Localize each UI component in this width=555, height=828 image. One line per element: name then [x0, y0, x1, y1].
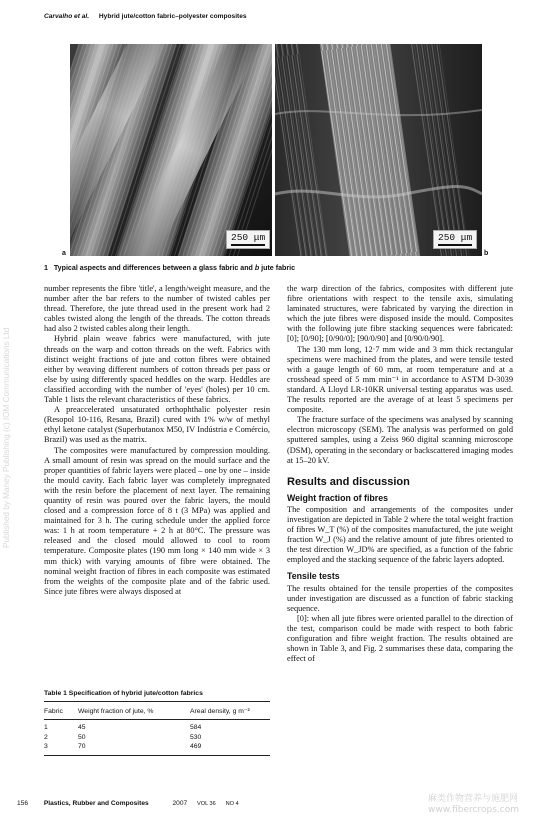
figure-panel-b: [275, 44, 482, 256]
table-cell: 70: [78, 743, 190, 756]
scalebar-b: [433, 230, 477, 249]
journal-issue: NO 4: [225, 801, 239, 807]
paragraph: The composition and arrangements of the composites under investigation are depicted in Table 2 where the total weight fraction of fibres W_T (%) of the composites manufactured, the jute weight fraction W_J (%) and the relative amount of jute fibres oriented to the test direction W_JD% are specified, as a function of the fabric employed and the stacking sequence of the fabric layers adopted.: [287, 504, 513, 565]
scalebar-b-label: 250 μm: [438, 232, 473, 243]
table-cell: 584: [190, 724, 202, 731]
table-row: [44, 733, 270, 743]
table-cell: 45: [78, 724, 86, 731]
figure-caption-text-3: jute fabric: [259, 264, 296, 272]
running-header: [44, 13, 247, 20]
publisher-watermark: Published by Maney Publishing (c) IOM Communications Ltd: [2, 327, 11, 548]
header-authors: Carvalho et al.: [44, 13, 90, 20]
table-header-cell: Fabric: [44, 702, 78, 720]
paragraph: Hybrid plain weave fabrics were manufactured, with jute threads on the warp and cotton threads on the weft. Fabrics with distinct weight fractions of jute and cotton fibres were obtained either by weaving different numbers of cotton threads per pass or else by using differently spaced heddles on the warp. Heddles are classified according with the number of 'eyes' (holes) per 10 cm. Table 1 lists the relevant characteristics of these fabrics.: [44, 334, 270, 405]
paragraph: The 130 mm long, 12·7 mm wide and 3 mm thick rectangular specimens were machined from the plates, and were tensile tested with a gauge length of 60 mm, at room temperature and at a crosshead speed of 5 mm min⁻¹ in accordance to ASTM D-3039 standard. A Lloyd LR-10KR universal testing apparatus was used. The results reported are the average of at least 5 specimens per composite.: [287, 344, 513, 415]
paragraph: A preaccelerated unsaturated orthophthalic polyester resin (Resopol 10-116, Resana, Brazil) cured with 1% w/w of methyl ethyl ketone catalyst (Superbutanox M50, IV Indústria e Comércio, Brazil) was used as the matrix.: [44, 405, 270, 445]
right-column: [287, 284, 513, 664]
paragraph: The composites were manufactured by compression moulding. A small amount of resin was spread on the mould surface and the proper quantities of fabric layers were placed – one by one – inside the mould cavity. Each fabric layer was completely impregnated with the resin before the placement of next layer. The remaining quantity of resin was poured over the fabric layers, the mould closed and a compression force of 8 t (3 MPa) was applied and maintained for 3 h. The curing schedule under the applied force was: 1 h at room temperature + 2 h at 80°C. The pressure was released and the closed mould allowed to cool to room temperature. Composite plates (190 mm long × 140 mm wide × 3 mm thick) with varying amounts of fibre were obtained. The nominal weight fraction of fibres in each composite was estimated from the weights of the composite plate and of the fabric used. Since jute fibres were always disposed at: [44, 445, 270, 596]
table-cell: 3: [44, 743, 78, 756]
table-cell: 1: [44, 724, 48, 731]
panel-a-label: a: [62, 250, 66, 257]
table-1-grid: [44, 702, 270, 756]
section-heading: Results and discussion: [287, 475, 410, 488]
subsection-heading: Tensile tests: [287, 571, 340, 582]
journal-year: 2007: [172, 800, 188, 807]
table-header-cell: Areal density, g m⁻²: [190, 702, 270, 720]
panel-b-label: b: [484, 250, 489, 257]
figure-caption: [44, 264, 295, 272]
site-watermark-cn: 麻类作物营养与施肥网: [428, 794, 519, 804]
table-cell: 50: [78, 733, 86, 741]
subsection-heading: Weight fraction of fibres: [287, 492, 389, 503]
scalebar-a: [226, 230, 270, 249]
table-row: [44, 743, 270, 756]
site-watermark-url: www.fibercrops.com: [428, 805, 519, 815]
scalebar-b-bar: [438, 244, 472, 246]
table-header-cell: Weight fraction of jute, %: [78, 702, 190, 720]
page-footer: [17, 800, 247, 807]
table-cell: 2: [44, 733, 48, 741]
table-row: [44, 720, 270, 734]
table-header-row: [44, 702, 270, 720]
figure-caption-text-2: glass fabric and: [196, 264, 255, 272]
table-cell: 530: [190, 733, 202, 741]
figure-panel-a: [70, 44, 272, 256]
paragraph: The fracture surface of the specimens was analysed by scanning electron microscopy (SEM). The analysis was performed on gold sputtered samples, using a Zeiss 960 digital scanning microscope (DSM), operating in the secondary or backscattered imaging modes at 15–20 kV.: [287, 415, 513, 465]
figure-caption-b: b: [254, 264, 260, 272]
jute-fabric-micrograph: [275, 44, 482, 256]
paragraph: [0]: when all jute fibres were oriented parallel to the direction of the test, comparison could be made with respect to both fabric configuration and fibre weight fraction. The results obtained are shown in Table 3, and Fig. 2 summarises these data, comparing the effect of: [287, 613, 513, 664]
header-title: Hybrid jute/cotton fabric–polyester composites: [98, 13, 247, 20]
figure-caption-number: 1: [44, 264, 48, 272]
table-cell: 469: [190, 743, 270, 756]
site-watermark: [428, 794, 519, 816]
paragraph: the warp direction of the fabrics, composites with different jute fibre orientations with respect to the tensile axis, simulating laminated structures, were fabricated by varying the direction in which the jute fibres were disposed inside the mould. Composites with the following jute fibre stacking sequences were fabricated: [0]; [0/90]; [0/90/0]; [90/0/90] and [0/90/0/90].: [287, 284, 513, 344]
glass-fabric-micrograph: [70, 44, 272, 256]
paragraph: The results obtained for the tensile properties of the composites under investigation are discussed as a function of fabric stacking sequence.: [287, 583, 513, 613]
table-1: [44, 690, 270, 756]
scalebar-a-bar: [231, 244, 265, 246]
journal-volume: VOL 36: [197, 801, 216, 807]
journal-name: Plastics, Rubber and Composites: [43, 800, 149, 807]
page-number: 156: [17, 800, 29, 807]
paragraph: number represents the fibre 'title', a length/weight measure, and the number after the bar refers to the number of twisted cables per thread. Therefore, the jute thread used in the present work had 2 cables twisted along the length of the threads. The cotton threads had also 2 twisted cables along their length.: [44, 284, 270, 334]
figure-caption-a: a: [192, 264, 197, 272]
table-1-caption: Table 1 Specification of hybrid jute/cotton fabrics: [44, 690, 270, 702]
scalebar-a-label: 250 μm: [231, 232, 266, 243]
figure-caption-text-1: Typical aspects and differences between: [53, 264, 193, 272]
left-column: [44, 284, 270, 597]
